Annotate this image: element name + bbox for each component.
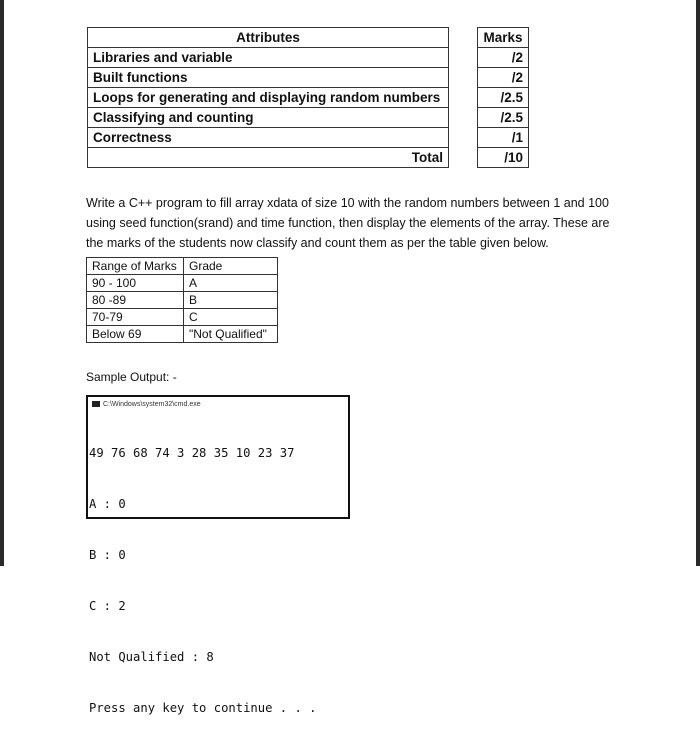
mark-cell: /2.5: [478, 108, 529, 128]
grade-table-header: [87, 258, 278, 275]
table-row: [88, 48, 529, 68]
total-row: [88, 148, 529, 168]
console-title: C:\Windows\system32\cmd.exe: [103, 400, 201, 408]
grade-cell: A: [184, 275, 278, 292]
console-line: B : 0: [89, 548, 126, 562]
marks-table-header: [88, 28, 529, 48]
attribute-cell: Correctness: [88, 128, 449, 148]
table-row: [88, 88, 529, 108]
table-row: [88, 108, 529, 128]
grade-cell: C: [184, 309, 278, 326]
console-line: Not Qualified : 8: [89, 650, 214, 664]
attribute-cell: Libraries and variable: [88, 48, 449, 68]
grade-cell: "Not Qualified": [184, 326, 278, 343]
console-title-bar: [88, 397, 348, 411]
attribute-cell: Classifying and counting: [88, 108, 449, 128]
mark-cell: /2: [478, 48, 529, 68]
table-row: [87, 275, 278, 292]
table-row: [87, 326, 278, 343]
range-cell: Below 69: [87, 326, 184, 343]
table-row: [87, 292, 278, 309]
range-header: Range of Marks: [87, 258, 184, 275]
console-line: C : 2: [89, 599, 126, 613]
attributes-header: Attributes: [88, 28, 449, 48]
console-line: A : 0: [89, 497, 126, 511]
table-row: [87, 309, 278, 326]
mark-cell: /2.5: [478, 88, 529, 108]
instructions-paragraph: Write a C++ program to fill array xdata of size 10 with the random numbers between 1 and 100 using seed function(srand) and time function, then display the elements of the array. These are the marks of the students now classify and count them as per the table given below.: [86, 196, 610, 250]
console-window: [86, 395, 350, 715]
range-cell: 90 - 100: [87, 275, 184, 292]
sample-output-label: Sample Output: -: [86, 370, 177, 384]
attribute-cell: Loops for generating and displaying random numbers: [88, 88, 449, 108]
console-line: 49 76 68 74 3 28 35 10 23 37: [89, 446, 295, 460]
right-border: [696, 0, 700, 566]
range-cell: 70-79: [87, 309, 184, 326]
grade-cell: B: [184, 292, 278, 309]
left-border: [0, 0, 4, 566]
marks-table: [87, 27, 529, 168]
grade-header: Grade: [184, 258, 278, 275]
cmd-icon: [92, 401, 100, 407]
table-row: [88, 128, 529, 148]
range-cell: 80 -89: [87, 292, 184, 309]
console-output: [88, 411, 348, 751]
marks-header: Marks: [478, 28, 529, 48]
grade-table: [86, 257, 278, 343]
mark-cell: /1: [478, 128, 529, 148]
console-line: Press any key to continue . . .: [89, 701, 317, 715]
total-mark: /10: [478, 148, 529, 168]
table-row: [88, 68, 529, 88]
mark-cell: /2: [478, 68, 529, 88]
total-label: Total: [88, 148, 449, 168]
attribute-cell: Built functions: [88, 68, 449, 88]
